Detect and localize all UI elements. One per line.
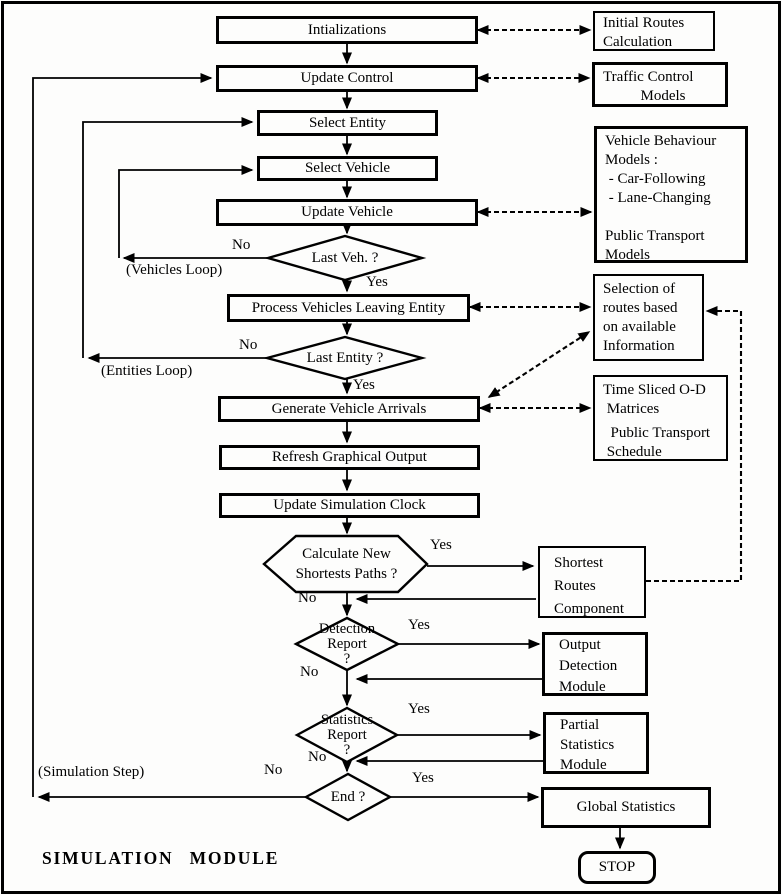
node-label: Update Vehicle	[301, 204, 393, 220]
edge-entities-loop-return	[83, 122, 252, 358]
text-line: Traffic Control	[603, 69, 694, 85]
label-last-entity	[275, 348, 415, 368]
text-line: - Car-Following	[605, 171, 706, 187]
side-box-vehicle-behaviour-models	[594, 126, 748, 263]
decision-label: Statistics	[320, 711, 374, 728]
text-line: Schedule	[603, 444, 662, 460]
text-line: Initial Routes	[603, 15, 685, 31]
text-line: Selection of	[603, 281, 676, 297]
decision-label: Last Entity ?	[306, 349, 384, 366]
decision-label: Shortests Paths ?	[295, 566, 398, 582]
text-line: routes based	[603, 300, 678, 316]
node-stop	[578, 851, 656, 884]
label-statistics-yes: Yes	[408, 701, 430, 717]
node-label: Generate Vehicle Arrivals	[271, 400, 427, 417]
label-end	[306, 787, 390, 807]
edge-simulation-step-return	[33, 78, 211, 797]
decision-label: End ?	[330, 788, 366, 805]
label-simulation-step: (Simulation Step)	[38, 764, 145, 780]
decision-label: Calculate New	[302, 546, 391, 562]
node-label: STOP	[598, 859, 636, 875]
label-calc-paths-yes: Yes	[430, 537, 452, 553]
side-box-partial-statistics	[543, 712, 649, 774]
text-line: - Lane-Changing	[605, 190, 711, 206]
node-label: Intializations	[307, 21, 387, 38]
node-label: Update Control	[300, 70, 394, 86]
text-line: Models	[640, 88, 686, 104]
text-line	[605, 208, 743, 227]
node-label: Refresh Graphical Output	[272, 449, 427, 465]
side-box-route-selection	[593, 274, 704, 361]
node-label: Update Simulation Clock	[273, 497, 426, 513]
text-line: Public Transport	[603, 425, 711, 441]
node-update-clock	[219, 493, 480, 518]
label-detection-yes: Yes	[408, 617, 430, 633]
decision-label: Report	[327, 635, 367, 652]
text-line: Matrices	[603, 401, 660, 417]
node-global-statistics	[541, 787, 711, 828]
text-line: Statistics	[560, 737, 615, 753]
text-line: on available	[603, 319, 676, 335]
label-last-entity-no: No	[239, 337, 258, 353]
decision-label: ?	[343, 650, 351, 667]
dashed-generate-route-selection	[489, 332, 589, 397]
text-line: Output	[559, 637, 601, 653]
text-line: Public Transport	[605, 228, 705, 244]
text-line: Component	[554, 601, 624, 617]
label-vehicles-loop: (Vehicles Loop)	[126, 262, 223, 278]
decision-label: Detection	[318, 620, 376, 637]
node-update-control	[216, 65, 478, 92]
text-line: Calculation	[603, 34, 673, 50]
node-select-entity	[257, 110, 438, 136]
text-line: Module	[560, 757, 607, 773]
text-line: Module	[559, 679, 606, 695]
label-detection-no: No	[300, 664, 319, 680]
decision-label: Last Veh. ?	[311, 249, 379, 266]
text-line: Models :	[605, 152, 658, 168]
text-line: Time Sliced O-D	[603, 382, 706, 398]
text-line: Information	[603, 338, 675, 354]
node-initializations	[216, 16, 478, 44]
text-line: Models	[605, 247, 650, 263]
label-entities-loop: (Entities Loop)	[101, 363, 193, 379]
node-label: Select Vehicle	[304, 160, 391, 176]
node-refresh-output	[219, 445, 480, 470]
label-end-no: No	[264, 762, 283, 778]
label-end-yes: Yes	[412, 770, 434, 786]
label-statistics-no: No	[308, 749, 327, 765]
side-box-initial-routes	[593, 11, 715, 51]
node-update-vehicle	[216, 199, 478, 226]
diagram-title: SIMULATION MODULE	[42, 848, 280, 868]
node-label: Select Entity	[308, 114, 387, 131]
decision-label: Report	[327, 726, 367, 743]
text-line: Partial	[560, 717, 600, 733]
node-label: Global Statistics	[576, 799, 676, 815]
decision-label: ?	[343, 741, 351, 758]
label-calc-paths	[269, 543, 424, 585]
text-line: Detection	[559, 658, 618, 674]
side-box-od-matrices	[593, 375, 728, 461]
label-calc-paths-no: No	[298, 590, 317, 606]
label-last-entity-yes: Yes	[353, 377, 375, 393]
side-box-shortest-routes	[538, 546, 646, 618]
text-line: Shortest	[554, 555, 604, 571]
node-process-vehicles	[227, 294, 470, 322]
text-line: Routes	[554, 578, 596, 594]
side-box-traffic-control-models	[592, 62, 728, 107]
node-label: Process Vehicles Leaving Entity	[251, 299, 446, 316]
label-detection-report	[297, 621, 397, 667]
node-generate-arrivals	[218, 396, 480, 422]
node-select-vehicle	[257, 156, 438, 181]
label-last-vehicle-no: No	[232, 237, 251, 253]
text-line: Vehicle Behaviour	[605, 133, 717, 149]
label-last-vehicle	[275, 248, 415, 268]
side-box-output-detection	[542, 632, 648, 696]
label-last-vehicle-yes: Yes	[366, 274, 388, 290]
